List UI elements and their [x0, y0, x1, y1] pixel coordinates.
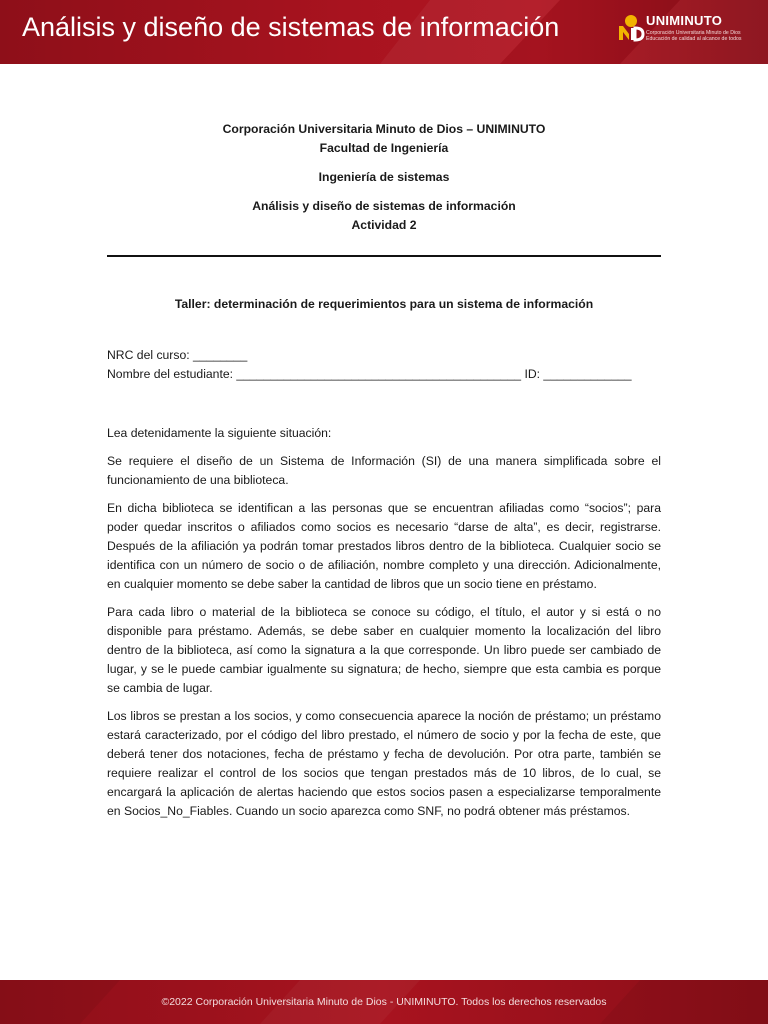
- copyright-text: ©2022 Corporación Universitaria Minuto de Dios - UNIMINUTO. Todos los derechos reservados: [161, 996, 607, 1008]
- paragraph: Se requiere el diseño de un Sistema de Información (SI) de una manera simplificada sobre el funcionamiento de una biblioteca.: [107, 454, 661, 487]
- situation-text: [107, 424, 661, 821]
- program-name: Ingeniería de sistemas: [318, 170, 450, 184]
- uniminuto-logo-icon: [616, 12, 646, 44]
- nrc-field: NRC del curso: ________: [107, 348, 248, 362]
- faculty-name: Facultad de Ingeniería: [319, 141, 449, 155]
- logo-name: UNIMINUTO: [646, 13, 723, 28]
- logo-tagline: Educación de calidad al alcance de todos: [646, 36, 742, 42]
- document-body: [107, 120, 661, 830]
- course-name: Análisis y diseño de sistemas de información: [252, 199, 516, 213]
- activity-name: Actividad 2: [351, 218, 417, 232]
- student-name-field: Nombre del estudiante: __________________________________________ ID: _____________: [107, 367, 632, 381]
- title-block: [107, 120, 661, 235]
- paragraph: Lea detenidamente la siguiente situación:: [107, 426, 332, 440]
- page-footer: [0, 980, 768, 1024]
- header-title: Análisis y diseño de sistemas de información: [22, 12, 560, 42]
- student-fields: [107, 346, 661, 384]
- institution-name: Corporación Universitaria Minuto de Dios – UNIMINUTO: [222, 122, 546, 136]
- divider-line: [107, 255, 661, 257]
- workshop-title: Taller: determinación de requerimientos para un sistema de información: [174, 297, 594, 311]
- logo-subtitle: Corporación Universitaria Minuto de Dios: [646, 30, 741, 36]
- page-header: [0, 0, 768, 64]
- paragraph: Para cada libro o material de la biblioteca se conoce su código, el título, el autor y si está o no disponible para préstamo. Además, se debe saber en cualquier momento la localización del libro dentro de la biblioteca, así como la signatura a la que corresponde. Un libro puede ser cambiado de lugar, y se le puede cambiar igualmente su signatura; de hecho, siempre que esta cambia es porque se cambia de lugar.: [107, 605, 661, 695]
- uniminuto-logo: [616, 12, 746, 44]
- paragraph: Los libros se prestan a los socios, y como consecuencia aparece la noción de préstamo; un préstamo estará caracterizado, por el código del libro prestado, el número de socio y por la fecha de este, que deberá tener dos notaciones, fecha de préstamo y fecha de devolución. Por otra parte, también se requiere realizar el control de los socios que tengan prestados más de 10 libros, de lo cual, se encargará la aplicación de alertas haciendo que estos socios pasen a especializarse temporalmente en Socios_No_Fiables. Cuando un socio aparezca como SNF, no podrá obtener más préstamos.: [107, 709, 661, 818]
- paragraph: En dicha biblioteca se identifican a las personas que se encuentran afiliadas como “socios”; para poder quedar inscritos o afiliados como socios es necesario “darse de alta”, es decir, registrarse. Después de la afiliación ya podrán tomar prestados libros dentro de la biblioteca. Cualquier socio se identifica con un número de socio o de afiliación, nombre completo y una dirección. Adicionalmente, en cualquier momento se debe saber la cantidad de libros que un socio tiene en préstamo.: [107, 501, 661, 591]
